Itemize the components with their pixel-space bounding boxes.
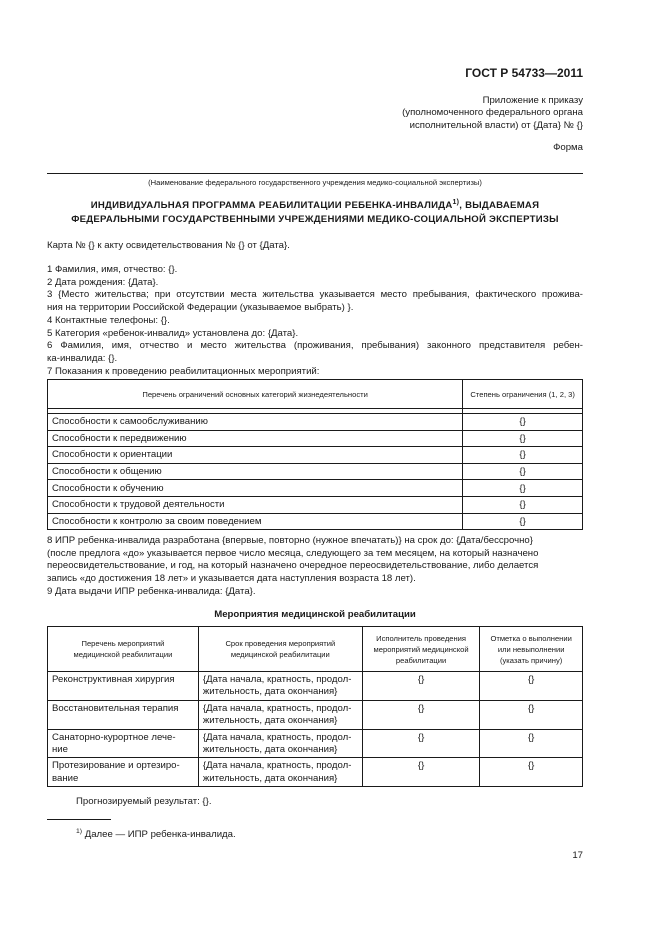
item-8-line-1: 8 ИПР ребенка-инвалида разработана {впервые, повторно (нужное впечатать)} на срок до: {Дата/бессрочно}: [47, 535, 533, 546]
header-line: медицинской реабилитации: [230, 650, 330, 659]
cell-line: вание: [52, 772, 79, 784]
forecast-result: Прогнозируемый результат: {}.: [76, 796, 212, 807]
appendix-note: [283, 95, 583, 132]
item-7: 7 Показания к проведению реабилитационных мероприятий:: [47, 365, 320, 377]
cell-line: {Дата начала, кратность, продол-: [202, 674, 352, 685]
table-row: [48, 463, 583, 480]
header-line: Отметка о выполнении: [490, 633, 572, 643]
item-4: 4 Контактные телефоны: {}.: [47, 314, 170, 326]
measure-term: [198, 758, 362, 787]
item-6-line-1: 6 Фамилия, имя, отчество и место жительства (проживания, пребывания) законного представителя ребен-: [47, 340, 583, 352]
item-3-line-2: ния на территории Российской Федерации (указываемое выбрать) }.: [47, 302, 354, 314]
limitation-name: Способности к обучению: [48, 480, 463, 497]
footnote-separator: [47, 819, 111, 820]
column-header: [362, 627, 480, 672]
item-8-line-4: запись «до достижения 18 лет» и указывается дата наступления возраста 18 лет).: [47, 573, 416, 585]
header-line: медицинской реабилитации: [73, 650, 173, 659]
appendix-line: исполнительной власти) от {Дата} № {}: [409, 119, 583, 131]
title-line-2: ФЕДЕРАЛЬНЫМИ ГОСУДАРСТВЕННЫМИ УЧРЕЖДЕНИЯМИ МЕДИКО-СОЦИАЛЬНОЙ ЭКСПЕРТИЗЫ: [71, 213, 559, 225]
rehab-table: [47, 626, 583, 787]
cell-line: Восстановительная терапия: [52, 702, 179, 714]
header-line: (указать причину): [499, 655, 563, 665]
numbered-items-continued: [47, 535, 583, 599]
footnote-text: Далее — ИПР ребенка-инвалида.: [82, 829, 236, 840]
limitation-degree: {}: [463, 447, 583, 464]
column-header: Перечень ограничений основных категорий жизнедеятельности: [48, 380, 463, 409]
table-row: [48, 447, 583, 464]
measure-executor: {}: [362, 758, 480, 787]
limitation-degree: {}: [463, 513, 583, 530]
organization-name-line: [47, 173, 583, 174]
numbered-items: [47, 264, 583, 378]
item-5: 5 Категория «ребенок-инвалид» установлена до: {Дата}.: [47, 327, 299, 339]
column-header: [48, 627, 199, 672]
header-line: или невыполнении: [497, 644, 565, 654]
cell-line: Протезирование и ортезиро-: [52, 760, 180, 772]
table-header-row: [48, 380, 583, 409]
measure-executor: {}: [362, 700, 480, 729]
measure-term: [198, 672, 362, 701]
cell-line: жительность, дата окончания}: [202, 744, 338, 756]
title-part: ИНДИВИДУАЛЬНАЯ ПРОГРАММА РЕАБИЛИТАЦИИ РЕБЕНКА-ИНВАЛИДА: [90, 200, 453, 211]
measure-term: [198, 729, 362, 758]
header-line: реабилитации: [395, 655, 447, 665]
table-row: [48, 758, 583, 787]
table-header-row: [48, 627, 583, 672]
measure-term: [198, 700, 362, 729]
measure-name: [48, 700, 199, 729]
item-1: 1 Фамилия, имя, отчество: {}.: [47, 264, 178, 275]
limitation-name: Способности к общению: [48, 463, 463, 480]
form-label: Форма: [553, 142, 583, 153]
measure-mark: {}: [480, 758, 583, 787]
limitation-name: Способности к передвижению: [48, 430, 463, 447]
footnote: [76, 829, 236, 840]
cell-line: жительность, дата окончания}: [202, 772, 338, 784]
cell-line: ние: [52, 744, 68, 756]
limitation-name: Способности к трудовой деятельности: [48, 496, 463, 513]
item-6-line-2: ка-инвалида: {}.: [47, 352, 118, 364]
organization-caption: (Наименование федерального государственного учреждения медико-социальной экспертизы): [148, 178, 482, 187]
item-8-line-2: (после предлога «до» указывается первое число месяца, следующего за тем месяцем, на который назначено: [47, 547, 539, 559]
measure-name: [48, 729, 199, 758]
limitation-name: Способности к контролю за своим поведением: [48, 513, 463, 530]
table-row: [48, 480, 583, 497]
standard-number: ГОСТ Р 54733—2011: [465, 66, 583, 80]
table-row: [48, 672, 583, 701]
cell-line: жительность, дата окончания}: [202, 715, 338, 727]
limitation-degree: {}: [463, 496, 583, 513]
header-line: Исполнитель проведения: [376, 633, 467, 643]
title-footnote-mark: 1): [452, 199, 460, 206]
column-header: Степень ограничения (1, 2, 3): [463, 380, 583, 409]
table-row: [48, 430, 583, 447]
cell-line: {Дата начала, кратность, продол-: [202, 702, 352, 714]
rehab-section-title: Мероприятия медицинской реабилитации: [214, 609, 416, 620]
appendix-line: (уполномоченного федерального органа: [402, 107, 583, 119]
limitations-table: [47, 379, 583, 530]
item-9: 9 Дата выдачи ИПР ребенка-инвалида: {Дата}.: [47, 585, 256, 597]
cell-line: Реконструктивная хирургия: [52, 674, 175, 685]
limitation-degree: {}: [463, 430, 583, 447]
title-part: , ВЫДАВАЕМАЯ: [459, 200, 540, 211]
item-3-line-1: 3 {Место жительства; при отсутствии места жительства указывается место пребывания, фактического прожива-: [47, 289, 583, 301]
table-row: [48, 729, 583, 758]
table-row: [48, 496, 583, 513]
limitation-name: Способности к ориентации: [48, 447, 463, 464]
measure-name: [48, 672, 199, 701]
limitation-degree: {}: [463, 480, 583, 497]
column-header: [480, 627, 583, 672]
cell-line: Санаторно-курортное лече-: [52, 731, 176, 743]
table-row: [48, 513, 583, 530]
limitation-degree: {}: [463, 463, 583, 480]
card-line: Карта № {} к акту освидетельствования № {} от {Дата}.: [47, 240, 290, 251]
header-line: Срок проведения мероприятий: [225, 639, 336, 648]
measure-executor: {}: [362, 672, 480, 701]
document-title: [47, 199, 583, 226]
appendix-line: Приложение к приказу: [482, 95, 583, 106]
limitation-degree: {}: [463, 414, 583, 431]
table-row: [48, 414, 583, 431]
measure-mark: {}: [480, 672, 583, 701]
column-header: [198, 627, 362, 672]
cell-line: жительность, дата окончания}: [202, 686, 338, 698]
cell-line: {Дата начала, кратность, продол-: [202, 731, 352, 743]
header-line: Перечень мероприятий: [81, 639, 165, 648]
measure-name: [48, 758, 199, 787]
measure-mark: {}: [480, 729, 583, 758]
header-line: мероприятий медицинской: [373, 644, 469, 654]
measure-executor: {}: [362, 729, 480, 758]
item-8-line-3: переосвидетельствование, и год, на который назначено очередное переосвидетельствование, либо делается: [47, 560, 539, 572]
title-line-1: [47, 199, 583, 213]
item-2: 2 Дата рождения: {Дата}.: [47, 276, 159, 288]
table-row: [48, 700, 583, 729]
footnote-mark: 1): [76, 828, 83, 835]
page-number: 17: [572, 850, 583, 861]
cell-line: {Дата начала, кратность, продол-: [202, 760, 352, 772]
limitation-name: Способности к самообслуживанию: [48, 414, 463, 431]
measure-mark: {}: [480, 700, 583, 729]
